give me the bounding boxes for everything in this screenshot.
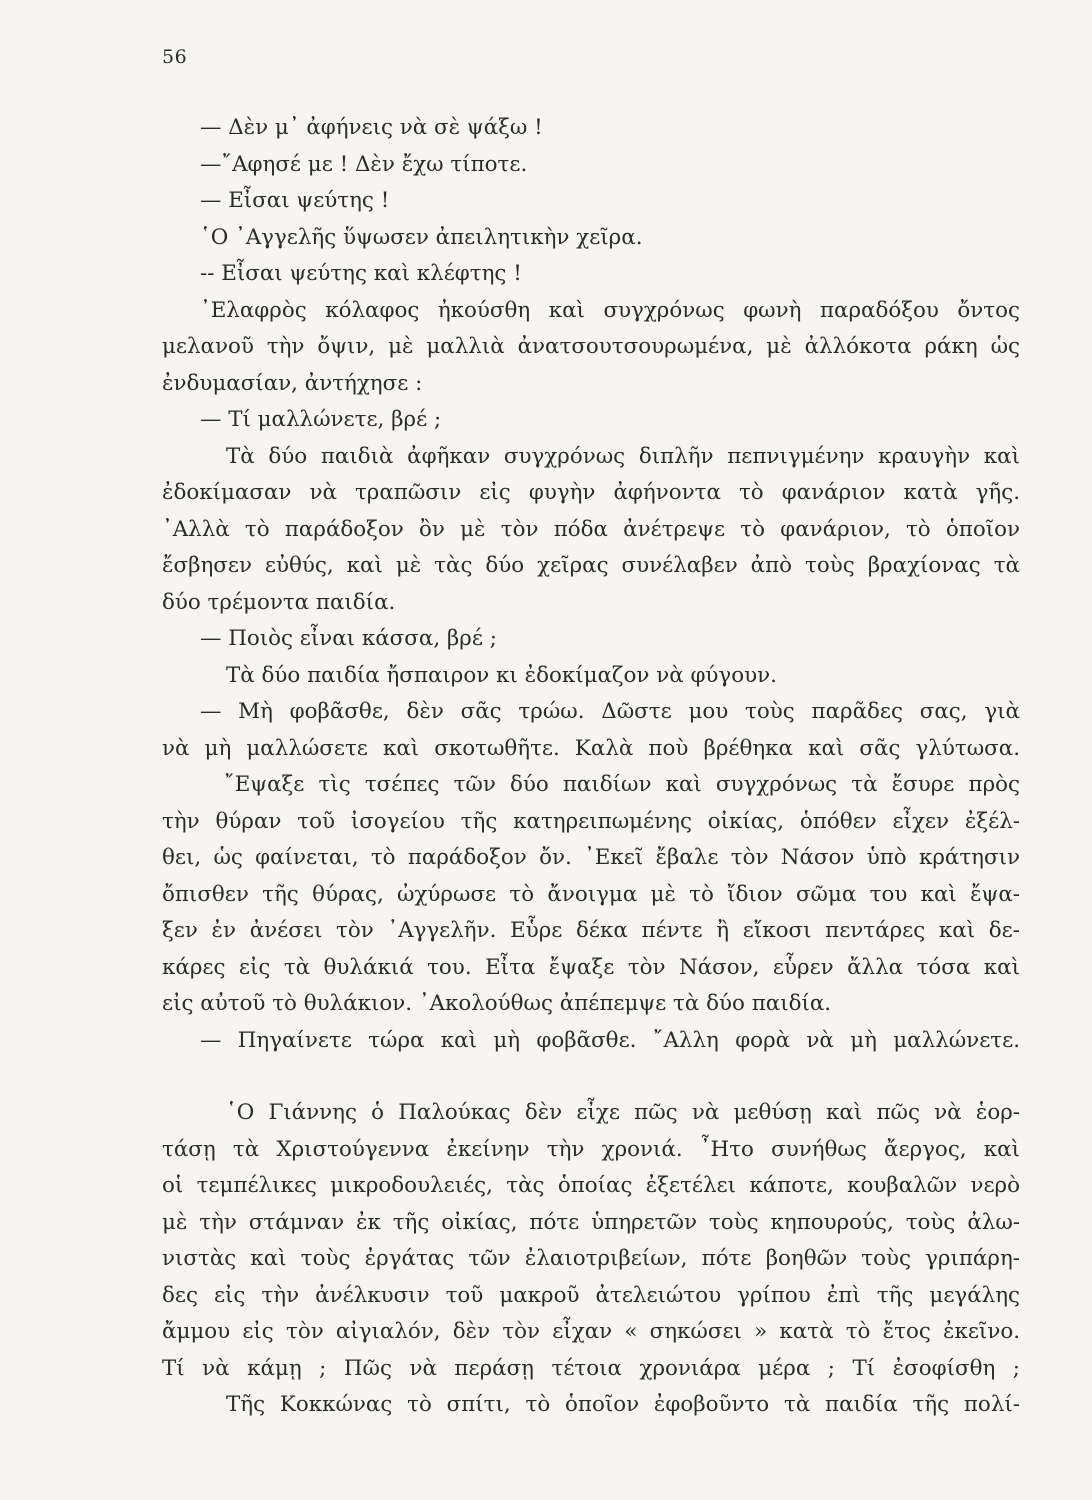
text-line: ἐδοκίμασαν νὰ τραπῶσιν εἰς φυγὴν ἀφήνοντα τὸ φανάριον κατὰ γῆς.	[162, 480, 1020, 505]
text-line: Τὰ δύο παιδιὰ ἀφῆκαν συγχρόνως διπλῆν πεπνιγμένην κραυγὴν καὶ	[226, 443, 1020, 469]
text-line: δύο τρέμοντα παιδία.	[162, 589, 396, 615]
text-line: ἐνδυμασίαν, ἀντήχησε :	[162, 370, 423, 396]
text-line: ἄμμου εἰς τὸν αἰγιαλόν, δὲν τὸν εἶχαν « σηκώσει » κατὰ τὸ ἔτος ἐκεῖνο.	[162, 1319, 1020, 1344]
paragraph-gap	[162, 1059, 1020, 1095]
text-line: — Μὴ φοβᾶσθε, δὲν σᾶς τρώω. Δῶστε μου τοὺς παρᾶδες σας, γιὰ	[200, 699, 1020, 724]
text-line: -- Εἶσαι ψεύτης καὶ κλέφτης !	[200, 261, 522, 286]
text-line: — Ποιὸς εἶναι κάσσα, βρέ ;	[200, 626, 497, 651]
text-line: μὲ τὴν στάμναν ἐκ τῆς οἰκίας, πότε ὑπηρετῶν τοὺς κηπουρούς, τοὺς ἀλω-	[162, 1209, 1020, 1235]
text-line: νιστὰς καὶ τοὺς ἐργάτας τῶν ἐλαιοτριβείων, πότε βοηθῶν τοὺς γριπάρη-	[162, 1246, 1020, 1271]
text-line: — Δὲν μ᾿ ἀφήνεις νὰ σὲ ψάξω !	[200, 115, 543, 140]
text-line: νὰ μὴ μαλλώσετε καὶ σκοτωθῆτε. Καλὰ ποὺ βρέθηκα καὶ σᾶς γλύτωσα.	[162, 735, 1020, 761]
text-line: θει, ὡς φαίνεται, τὸ παράδοξον ὄν. ᾿Εκεῖ ἔβαλε τὸν Νάσον ὑπὸ κράτησιν	[162, 845, 1020, 870]
text-line: ἔσβησεν εὐθύς, καὶ μὲ τὰς δύο χεῖρας συνέλαβεν ἀπὸ τοὺς βραχίονας τὰ	[162, 553, 1020, 578]
text-line: ῾Ο ᾿Αγγελῆς ὕψωσεν ἀπειλητικὴν χεῖρα.	[200, 224, 643, 250]
text-line: Τί νὰ κάμῃ ; Πῶς νὰ περάσῃ τέτοια χρονιάρα μέρα ; Τί ἐσοφίσθη ;	[162, 1355, 1020, 1381]
text-line: τὴν θύραν τοῦ ἰσογείου τῆς κατηρειπωμένης οἰκίας, ὁπόθεν εἶχεν ἐξέλ-	[162, 808, 1020, 834]
text-line: Τῆς Κοκκώνας τὸ σπίτι, τὸ ὁποῖον ἐφοβοῦντο τὰ παιδία τῆς πολί-	[226, 1392, 1020, 1417]
text-line: ῎Εψαξε τὶς τσέπες τῶν δύο παιδίων καὶ συγχρόνως τὰ ἔσυρε πρὸς	[224, 772, 1020, 797]
text-line: κάρες εἰς τὰ θυλάκιά του. Εἶτα ἔψαξε τὸν Νάσον, εὗρεν ἄλλα τόσα καὶ	[162, 954, 1020, 980]
text-line: ᾿Ελαφρὸς κόλαφος ἠκούσθη καὶ συγχρόνως φωνὴ παραδόξου ὄντος	[200, 297, 1020, 323]
text-line: μελανοῦ τὴν ὄψιν, μὲ μαλλιὰ ἀνατσουτσουρωμένα, μὲ ἀλλόκοτα ράκη ὡς	[162, 334, 1020, 359]
body-text	[162, 110, 1020, 1424]
text-line: — Πηγαίνετε τώρα καὶ μὴ φοβᾶσθε. ῎Αλλη φορὰ νὰ μὴ μαλλώνετε.	[200, 1027, 1020, 1053]
text-line: — Τί μαλλώνετε, βρέ ;	[200, 407, 442, 432]
text-line: —῎Αφησέ με ! Δὲν ἔχω τίποτε.	[200, 151, 528, 177]
text-line: τάσῃ τὰ Χριστούγεννα ἐκείνην τὴν χρονιά. ῏Ητο συνήθως ἄεργος, καὶ	[162, 1136, 1020, 1162]
text-line: Τὰ δύο παιδία ἤσπαιρον κι ἐδοκίμαζον νὰ φύγουν.	[226, 662, 777, 688]
text-line: ὄπισθεν τῆς θύρας, ὠχύρωσε τὸ ἄνοιγμα μὲ τὸ ἴδιον σῶμα του καὶ ἔψα-	[162, 881, 1020, 907]
text-line: δες εἰς τὴν ἀνέλκυσιν τοῦ μακροῦ ἀτελειώτου γρίπου ἐπὶ τῆς μεγάλης	[162, 1282, 1020, 1308]
text-line: οἱ τεμπέλικες μικροδουλειές, τὰς ὁποίας ἐξετέλει κάποτε, κουβαλῶν νερὸ	[162, 1173, 1020, 1198]
text-line: ξεν ἐν ἀνέσει τὸν ᾿Αγγελῆν. Εὗρε δέκα πέντε ἢ εἴκοσι πεντάρες καὶ δε-	[162, 918, 1020, 943]
text-line: — Εἶσαι ψεύτης !	[200, 188, 390, 213]
page-number: 56	[162, 46, 188, 68]
text-line: ᾿Αλλὰ τὸ παράδοξον ὂν μὲ τὸν πόδα ἀνέτρεψε τὸ φανάριον, τὸ ὁποῖον	[162, 516, 1020, 542]
text-line: εἰς αὐτοῦ τὸ θυλάκιον. ᾿Ακολούθως ἀπέπεμψε τὰ δύο παιδία.	[162, 991, 832, 1016]
text-line: ῾Ο Γιάννης ὁ Παλούκας δὲν εἶχε πῶς νὰ μεθύσῃ καὶ πῶς νὰ ἑορ-	[226, 1100, 1020, 1125]
